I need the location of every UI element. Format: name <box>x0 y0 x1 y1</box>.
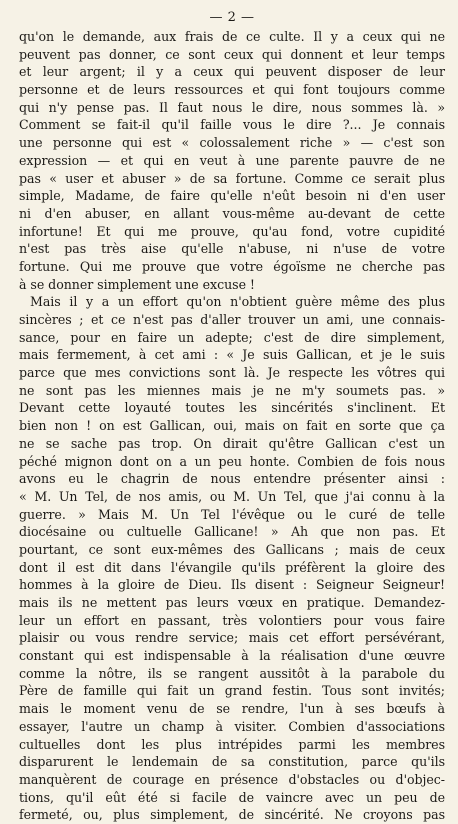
text-line: essayer, l'autre un champ à visiter. Combien d'associations <box>19 718 445 734</box>
text-line: mais ils ne mettent pas leurs vœux en pratique. Demandez- <box>19 595 445 610</box>
text-line: mais le moment venu de se rendre, l'un à ses bœufs à <box>19 701 445 717</box>
text-line: disparurent le lendemain de sa constitution, parce qu'ils <box>19 754 445 770</box>
text-line: pourtant, ce sont eux-mêmes des Gallicans ; mais de ceux <box>19 541 445 557</box>
text-line: guerre. » Mais M. Un Tel l'évêque ou le curé de telle <box>19 506 445 522</box>
text-line: comme la nôtre, ils se rangent aussitôt à la parabole du <box>19 665 445 681</box>
text-line: péché mignon dont on a un peu honte. Combien de fois nous <box>19 453 445 469</box>
text-line: diocésaine ou cultuelle Gallicane! » Ah que non pas. Et <box>19 524 445 540</box>
text-line: ne se sache pas trop. On dirait qu'être Gallican c'est un <box>19 435 445 451</box>
text-line: qu'on le demande, aux frais de ce culte. Il y a ceux qui ne <box>19 29 445 44</box>
text-line: peuvent pas donner, ce sont ceux qui donnent et leur temps <box>19 46 445 62</box>
text-line: simple, Madame, de faire qu'elle n'eût besoin ni d'en user <box>19 188 445 204</box>
text-line: Comment se fait-il qu'il faille vous le dire ?... Je connais <box>19 117 445 133</box>
text-line: n'est pas très aise qu'elle n'abuse, ni n'use de votre <box>19 241 445 257</box>
text-line: expression — et qui en veut à une parente pauvre de ne <box>19 152 445 168</box>
text-line: mais fermement, à cet ami : « Je suis Gallican, et je le suis <box>19 347 445 363</box>
text-line: ni d'en abuser, en allant vous-même au-devant de cette <box>19 205 445 221</box>
text-line: ne sont pas les miennes mais je ne m'y soumets pas. » <box>19 382 445 398</box>
text-line: « M. Un Tel, de nos amis, ou M. Un Tel, que j'ai connu à la <box>19 488 445 504</box>
text-line: pas « user et abuser » de sa fortune. Comme ce serait plus <box>19 170 445 186</box>
text-line: sance, pour en faire un adepte; c'est de dire simplement, <box>19 329 445 345</box>
text-line: qui n'y pense pas. Il faut nous le dire, nous sommes là. » <box>19 99 445 115</box>
text-line: une personne qui est « colossalement riche » — c'est son <box>19 135 445 151</box>
text-line: fortune. Qui me prouve que votre égoïsme ne cherche pas <box>19 258 445 274</box>
text-line: fermeté, ou, plus simplement, de sincérité. Ne croyons pas <box>19 807 445 823</box>
text-line: infortune! Et qui me prouve, qu'au fond, votre cupidité <box>19 223 445 239</box>
text-line: hommes à la gloire de Dieu. Ils disent : Seigneur Seigneur! <box>19 577 445 593</box>
text-line: constant qui est indispensable à la réalisation d'une œuvre <box>19 648 445 664</box>
text-line: à se donner simplement une excuse ! <box>19 276 255 292</box>
page-number: — 2 — <box>209 10 255 25</box>
text-line: Mais il y a un effort qu'on n'obtient guère même des plus <box>30 294 445 310</box>
text-line: Père de famille qui fait un grand festin. Tous sont invités; <box>19 683 445 699</box>
text-line: leur un effort en passant, très volontiers pour vous faire <box>19 612 445 628</box>
text-line: tions, qu'il eût été si facile de vaincre avec un peu de <box>19 789 445 805</box>
text-line: sincères ; et ce n'est pas d'aller trouver un ami, une connais- <box>19 312 445 327</box>
text-line: manquèrent de courage en présence d'obstacles ou d'objec- <box>19 771 445 787</box>
body-text <box>19 28 445 824</box>
text-line: dont il est dit dans l'évangile qu'ils préfèrent la gloire des <box>19 559 445 575</box>
text-line: et leur argent; il y a ceux qui peuvent disposer de leur <box>19 64 445 80</box>
text-line: bien non ! on est Gallican, oui, mais on fait en sorte que ça <box>19 418 445 434</box>
text-line: Devant cette loyauté toutes les sincérités s'inclinent. Et <box>19 400 445 416</box>
text-line: avons eu le chagrin de nous entendre présenter ainsi : <box>19 471 445 487</box>
text-line: personne et de leurs ressources et qui font toujours comme <box>19 82 445 98</box>
text-line: plaisir ou vous rendre service; mais cet effort persévérant, <box>19 630 445 646</box>
text-line: parce que mes convictions sont là. Je respecte les vôtres qui <box>19 365 445 381</box>
text-line: cultuelles dont les plus intrépides parmi les membres <box>19 736 445 752</box>
